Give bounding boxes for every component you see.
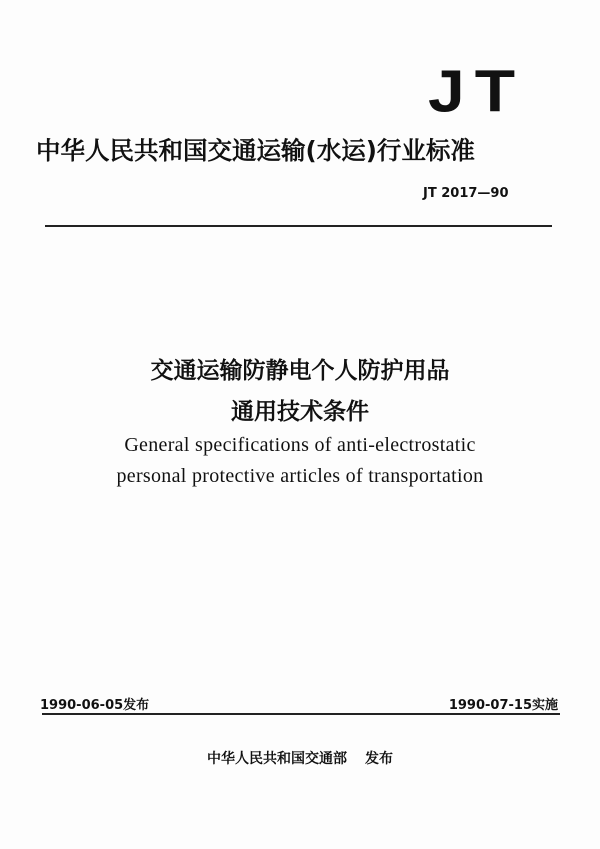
standard-category-title: 中华人民共和国交通运输(水运)行业标准 xyxy=(36,136,475,165)
jt-logo: JT xyxy=(428,57,526,125)
title-en-line-2: personal protective articles of transportation xyxy=(116,465,484,487)
title-zh-line-2: 通用技术条件 xyxy=(231,399,369,425)
implement-date: 1990-07-15实施 xyxy=(448,698,558,713)
publisher-line xyxy=(0,748,600,768)
publisher: 中华人民共和国交通部 xyxy=(207,751,347,767)
divider xyxy=(42,713,560,715)
title-zh-line-1: 交通运输防静电个人防护用品 xyxy=(150,358,450,384)
standard-code: JT 2017—90 xyxy=(423,186,509,201)
publish-label: 发布 xyxy=(365,751,393,767)
divider xyxy=(45,225,552,227)
issue-date: 1990-06-05发布 xyxy=(40,698,150,713)
title-en-line-1: General specifications of anti-electrostatic xyxy=(124,434,476,456)
